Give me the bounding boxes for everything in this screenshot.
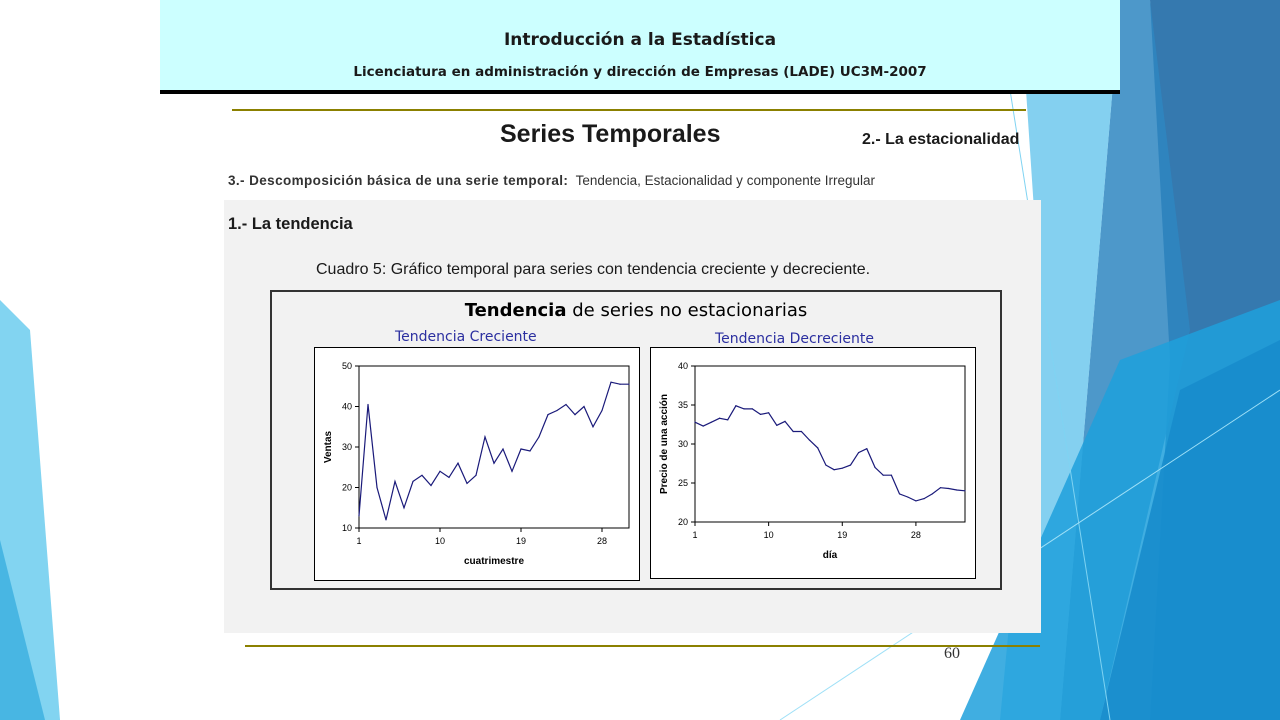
slide-header	[160, 0, 1120, 94]
data-point	[529, 450, 530, 451]
x-tick-label: 19	[837, 530, 848, 540]
data-point	[367, 404, 368, 405]
plot-area	[359, 366, 629, 528]
data-point	[784, 421, 785, 422]
data-point	[850, 464, 851, 465]
data-point	[752, 408, 753, 409]
data-point	[520, 448, 521, 449]
y-tick-label: 20	[677, 517, 688, 527]
data-point	[385, 519, 386, 520]
data-point	[475, 475, 476, 476]
data-point	[358, 515, 359, 516]
data-point	[711, 422, 712, 423]
data-point	[932, 493, 933, 494]
x-tick-label: 19	[515, 536, 527, 546]
bottom-divider	[245, 645, 1040, 647]
figure-title	[272, 300, 1000, 321]
data-point	[727, 419, 728, 420]
page-number: 60	[944, 645, 960, 662]
data-point	[583, 406, 584, 407]
data-point	[915, 500, 916, 501]
data-point	[448, 477, 449, 478]
x-tick-label: 28	[910, 530, 921, 540]
data-point	[619, 384, 620, 385]
data-point	[743, 408, 744, 409]
data-point	[430, 485, 431, 486]
y-tick-label: 35	[677, 400, 688, 410]
y-tick-label: 10	[341, 523, 352, 533]
x-tick-label: 10	[763, 530, 774, 540]
data-point	[907, 496, 908, 497]
chart-title-decreasing: Tendencia Decreciente	[715, 331, 874, 347]
data-point	[793, 431, 794, 432]
data-point	[439, 471, 440, 472]
figure-caption: Cuadro 5: Gráfico temporal para series con tendencia creciente y decreciente.	[316, 261, 871, 278]
data-point	[538, 436, 539, 437]
data-point	[940, 487, 941, 488]
data-point	[760, 414, 761, 415]
data-point	[891, 475, 892, 476]
data-point	[735, 405, 736, 406]
data-point	[923, 498, 924, 499]
x-tick-label: 10	[434, 536, 446, 546]
data-point	[556, 410, 557, 411]
y-tick-label: 25	[677, 478, 688, 488]
data-point	[592, 426, 593, 427]
x-tick-label: 1	[356, 536, 362, 546]
header-title: Introducción a la Estadística	[503, 30, 777, 50]
chart-title-increasing: Tendencia Creciente	[395, 329, 537, 345]
data-point	[547, 414, 548, 415]
data-point	[457, 463, 458, 464]
decomposition-line	[228, 173, 875, 188]
section-heading-trend: 1.- La tendencia	[228, 215, 353, 233]
data-point	[719, 418, 720, 419]
data-point	[833, 469, 834, 470]
x-tick-label: 28	[596, 536, 608, 546]
data-point	[574, 414, 575, 415]
x-tick-label: 1	[692, 530, 698, 540]
decomposition-text: Tendencia, Estacionalidad y componente Irregular	[575, 173, 876, 188]
y-axis-label: Ventas	[323, 430, 334, 464]
data-point	[610, 382, 611, 383]
data-point	[403, 507, 404, 508]
chart-decreasing-svg	[651, 348, 975, 578]
data-point	[421, 475, 422, 476]
data-point	[412, 481, 413, 482]
data-point	[883, 475, 884, 476]
y-tick-label: 30	[341, 442, 352, 452]
data-point	[948, 488, 949, 489]
data-point	[768, 412, 769, 413]
data-point	[466, 483, 467, 484]
x-axis-label: día	[822, 550, 838, 561]
data-point	[601, 410, 602, 411]
data-point	[484, 436, 485, 437]
y-tick-label: 50	[341, 361, 352, 371]
data-point	[825, 464, 826, 465]
data-point	[502, 448, 503, 449]
decomposition-label: 3.- Descomposición básica de una serie temporal:	[228, 173, 569, 188]
y-tick-label: 40	[677, 361, 688, 371]
section-heading-seasonality: 2.- La estacionalidad	[862, 131, 1020, 148]
data-point	[956, 489, 957, 490]
data-point	[858, 452, 859, 453]
data-point	[694, 422, 695, 423]
y-tick-label: 20	[341, 482, 352, 493]
chart-decreasing-trend	[650, 347, 976, 579]
data-point	[565, 404, 566, 405]
slide-title: Series Temporales	[500, 120, 721, 148]
data-point	[899, 493, 900, 494]
data-point	[801, 431, 802, 432]
y-tick-label: 40	[341, 401, 352, 412]
data-point	[394, 481, 395, 482]
data-point	[842, 468, 843, 469]
data-point	[874, 467, 875, 468]
data-point	[809, 440, 810, 441]
data-point	[866, 448, 867, 449]
data-point	[703, 425, 704, 426]
data-point	[628, 384, 629, 385]
data-point	[376, 487, 377, 488]
x-axis-label: cuatrimestre	[463, 556, 525, 567]
chart-increasing-svg	[315, 348, 639, 580]
data-point	[493, 463, 494, 464]
header-subtitle: Licenciatura en administración y dirección de Empresas (LADE) UC3M-2007	[353, 64, 927, 80]
y-tick-label: 30	[677, 439, 688, 449]
data-point	[776, 425, 777, 426]
chart-increasing-trend	[314, 347, 640, 581]
data-point	[511, 471, 512, 472]
trend-figure	[270, 290, 1002, 590]
y-axis-label: Precio de una acción	[659, 393, 670, 495]
top-divider	[232, 109, 1026, 111]
figure-title-bold: Tendencia	[464, 300, 567, 321]
figure-title-rest: de series no estacionarias	[566, 300, 808, 321]
data-point	[817, 447, 818, 448]
data-point	[964, 490, 965, 491]
